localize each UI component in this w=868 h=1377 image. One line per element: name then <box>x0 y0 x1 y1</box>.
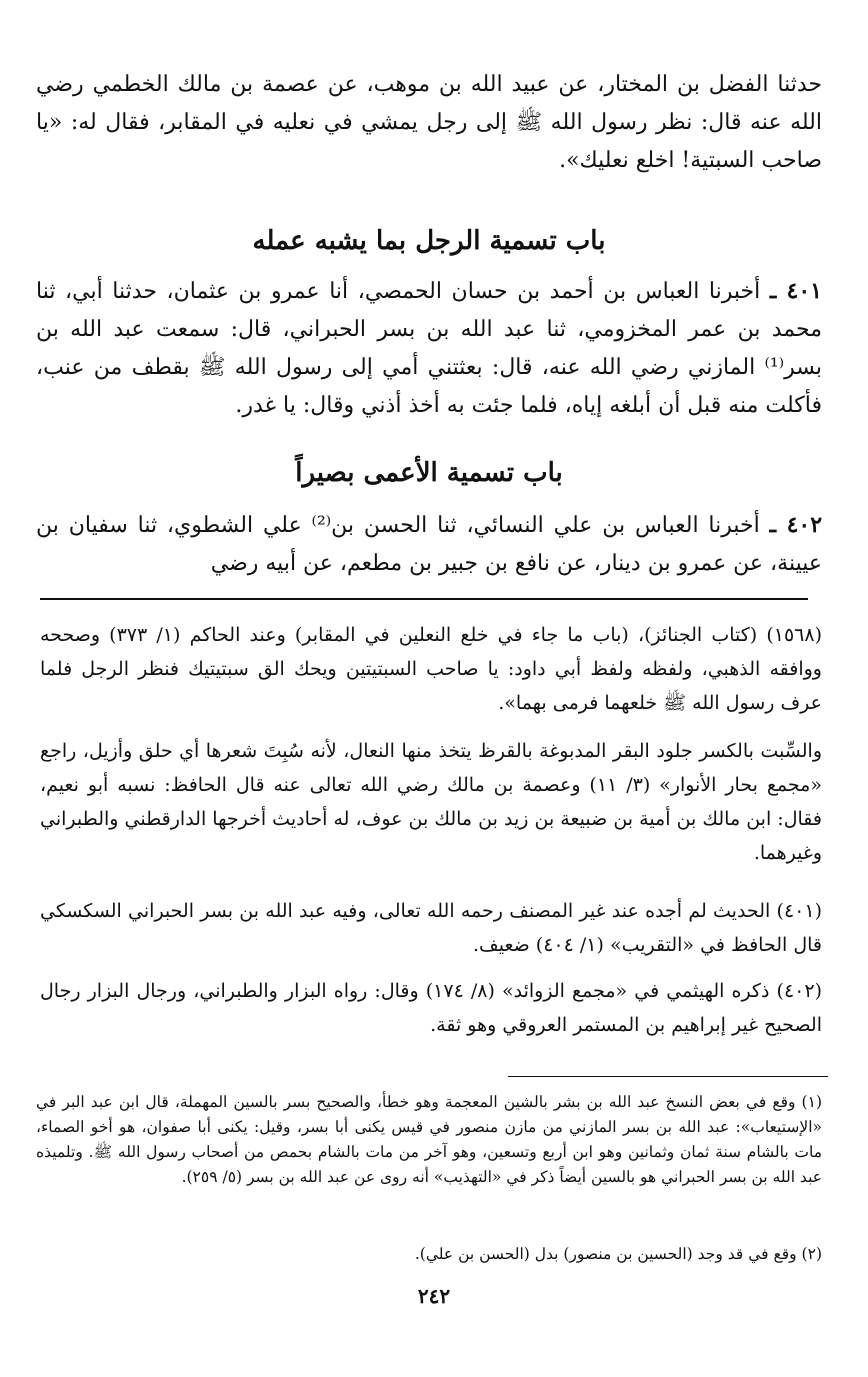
hadith-402 <box>36 506 822 583</box>
footnote-402: (٤٠٢) ذكره الهيثمي في «مجمع الزوائد» (٨/ ١٧٤) وقال: رواه البزار والطبراني، ورجال البزار رجال الصحيح غير إبراهيم بن المستمر العروقي وهو ثقة. <box>40 980 822 1036</box>
hadith-402-text: أخبرنا العباس بن علي النسائي، ثنا الحسن بن⁽²⁾ علي الشطوي، ثنا سفيان بن عيينة، عن عمرو بن دينار، عن نافع بن جبير بن مطعم، عن أبيه رضي <box>36 513 822 576</box>
sub-footnote-1: (١) وقع في بعض النسخ عبد الله بن بشر بالشين المعجمة وهو خطأ، والصحيح بسر بالسين المهملة، قال ابن عبد البر في «الإستيعاب»: عبد الله بن بسر المازني من مازن منصور في قيس يكنى أبا بسر، وقيل: يكنى أبا صفوان، هو أخو الصماء، مات بالشام سنة ثمان وثمانين وهو ابن أربع وتسعين، وهو آخر من مات بالشام بحمص من أصحاب رسول الله ﷺ. وتلميذه عبد الله بن بسر الحبراني هو بالسين أيضاً ذكر في «التهذيب» أنه روى عن عبد الله بن بسر (٥/ ٢٥٩). <box>36 1093 822 1186</box>
sub-footnote-2: (٢) وقع في قد وجد (الحسين بن منصور) بدل (الحسن بن علي). <box>414 1245 822 1263</box>
page-number: ٢٤٢ <box>417 1284 451 1308</box>
hadith-401-text: أخبرنا العباس بن أحمد بن حسان الحمصي، أنا عمرو بن عثمان، حدثنا أبي، ثنا محمد بن عمر المخزومي، ثنا عبد الله بن بسر الحبراني، قال: سمعت عبد الله بن بسر⁽¹⁾ المازني رضي الله عنه، قال: بعثتني أمي إلى رسول الله ﷺ بقطف من عنب، فأكلت منه قبل أن أبلغه إياه، فلما جئت به أخذ أذني وقال: يا غدر. <box>36 279 822 418</box>
footnote-1568: (١٥٦٨) (كتاب الجنائز)، (باب ما جاء في خلع النعلين في المقابر) وعند الحاكم (١/ ٣٧٣) وصححه ووافقه الذهبي، ولفظه ولفظ أبي داود: يا صاحب السبتيتين ويحك الق سبتيتيك فنظر الرجل فلما عرف رسول الله ﷺ خلعهما فرمى بهما». <box>40 624 822 714</box>
top-paragraph: حدثنا الفضل بن المختار، عن عبيد الله بن موهب، عن عصمة بن مالك الخطمي رضي الله عنه قال: نظر رسول الله ﷺ إلى رجل يمشي في نعليه في المقابر، فقال له: «يا صاحب السبتية! اخلع نعليك». <box>36 72 822 173</box>
sub-footnote-divider <box>508 1076 828 1077</box>
footnote-divider <box>40 598 808 600</box>
hadith-401-number: ٤٠١ ـ <box>769 278 822 304</box>
footnote-sibt: والسِّبت بالكسر جلود البقر المدبوغة بالقرظ يتخذ منها النعال، لأنه سُبِتَ شعرها أي حلق وأزيل، راجع «مجمع بحار الأنوار» (٣/ ١١) وعصمة بن مالك رضي الله تعالى عنه قال الحافظ: نسبه أبو نعيم، فقال: ابن مالك بن أمية بن ضبيعة بن زيد بن مالك بن عوف، له أحاديث أخرجها الدارقطني والطبراني وغيرهما. <box>40 740 822 864</box>
hadith-402-number: ٤٠٢ ـ <box>769 512 823 538</box>
hadith-401 <box>36 272 822 425</box>
chapter-heading-1: باب تسمية الرجل بما يشبه عمله <box>252 226 606 256</box>
chapter-heading-2: باب تسمية الأعمى بصيراً <box>295 458 563 488</box>
footnote-401: (٤٠١) الحديث لم أجده عند غير المصنف رحمه الله تعالى، وفيه عبد الله بن بسر الحبراني السكسكي قال الحافظ في «التقريب» (١/ ٤٠٤) ضعيف. <box>40 900 822 956</box>
